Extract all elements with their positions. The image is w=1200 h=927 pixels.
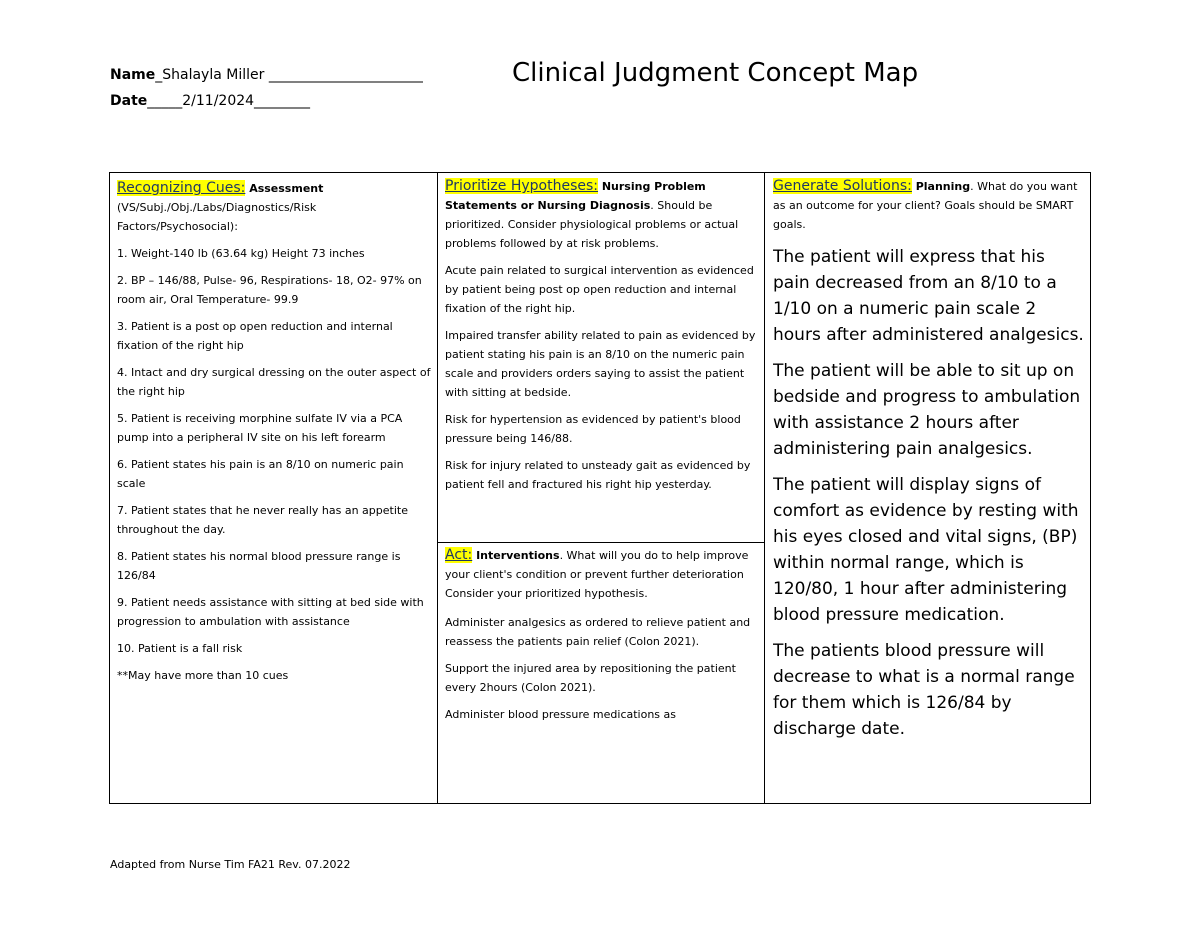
solution-goal: The patient will display signs of comfort as evidence by resting with his eyes closed and vital signs, (BP) within normal range, which is 120/80, 1 hour after administering blood pressure medication. — [773, 475, 1079, 625]
cue-item: 3. Patient is a post op open reduction and internal fixation of the right hip — [117, 320, 393, 352]
date-line — [110, 93, 310, 109]
hypotheses-instruction: . Should be prioritized. Consider physiological problems or actual problems followed by at risk problems. — [445, 199, 739, 250]
cue-item: 2. BP – 146/88, Pulse- 96, Respirations- 18, O2- 97% on room air, Oral Temperature- 99.9 — [117, 274, 422, 306]
concept-map-table — [109, 172, 1091, 804]
solutions-instruction: . What do you want as an outcome for your client? Goals should be SMART goals. — [773, 180, 1078, 231]
name-line — [110, 67, 423, 83]
cue-item: 6. Patient states his pain is an 8/10 on numeric pain scale — [117, 458, 404, 490]
solutions-heading-suffix: Planning — [911, 180, 971, 193]
page-title: Clinical Judgment Concept Map — [512, 58, 919, 88]
hypotheses-heading: Prioritize Hypotheses: — [445, 178, 599, 194]
date-value: _____2/11/2024________ — [147, 93, 311, 109]
footer-note: Adapted from Nurse Tim FA21 Rev. 07.2022 — [110, 858, 351, 871]
date-label: Date — [110, 93, 148, 109]
cue-item: 1. Weight-140 lb (63.64 kg) Height 73 inches — [117, 247, 365, 260]
cues-heading-suffix: Assessment — [245, 182, 324, 195]
act-list — [445, 613, 763, 724]
hypothesis-item: Risk for injury related to unsteady gait as evidenced by patient fell and fractured his right hip yesterday. — [445, 459, 751, 491]
hypotheses-list — [445, 261, 763, 494]
solutions-heading: Generate Solutions: — [773, 178, 912, 194]
cues-heading: Recognizing Cues: — [117, 180, 246, 196]
solution-goal: The patient will express that his pain decreased from an 8/10 to a 1/10 on a numeric pain scale 2 hours after administered analgesics. — [773, 247, 1084, 345]
solutions-list — [773, 244, 1085, 742]
hypothesis-item: Impaired transfer ability related to pain as evidenced by patient stating his pain is an 8/10 on the numeric pain scale and providers orders saying to assist the patient with sitting at bedside. — [445, 329, 756, 399]
hypotheses-heading-suffix: Nursing Problem Statements or Nursing Diagnosis — [445, 180, 706, 212]
recognizing-cues-cell — [117, 177, 433, 693]
name-label: Name — [110, 67, 156, 83]
cue-item: 7. Patient states that he never really has an appetite throughout the day. — [117, 504, 408, 536]
cue-item: 4. Intact and dry surgical dressing on the outer aspect of the right hip — [117, 366, 431, 398]
column-divider — [764, 173, 765, 803]
cue-item: 10. Patient is a fall risk — [117, 642, 243, 655]
cues-subheading: (VS/Subj./Obj./Labs/Diagnostics/Risk Factors/Psychosocial): — [117, 201, 317, 233]
act-interventions-cell — [445, 546, 763, 732]
act-instruction: . What will you do to help improve your client's condition or prevent further deterioration Consider your prioritized hypothesis. — [445, 549, 749, 600]
cues-list — [117, 244, 433, 685]
solution-goal: The patient will be able to sit up on bedside and progress to ambulation with assistance 2 hours after administering pain analgesics. — [773, 361, 1081, 459]
intervention-item: Support the injured area by repositioning the patient every 2hours (Colon 2021). — [445, 662, 736, 694]
hypothesis-item: Acute pain related to surgical intervention as evidenced by patient being post op open reduction and internal fixation of the right hip. — [445, 264, 754, 315]
column-divider — [437, 173, 438, 803]
generate-solutions-cell — [773, 177, 1085, 752]
cue-item: 8. Patient states his normal blood pressure range is 126/84 — [117, 550, 401, 582]
cue-item: **May have more than 10 cues — [117, 669, 289, 682]
cue-item: 9. Patient needs assistance with sitting at bed side with progression to ambulation with assistance — [117, 596, 424, 628]
hypothesis-item: Risk for hypertension as evidenced by patient's blood pressure being 146/88. — [445, 413, 741, 445]
intervention-item: Administer blood pressure medications as — [445, 708, 677, 721]
act-heading: Act: — [445, 547, 473, 563]
cue-item: 5. Patient is receiving morphine sulfate IV via a PCA pump into a peripheral IV site on his left forearm — [117, 412, 403, 444]
prioritize-hypotheses-cell — [445, 177, 763, 502]
row-divider — [437, 542, 765, 543]
name-value: _Shalayla Miller ______________________ — [155, 67, 423, 83]
intervention-item: Administer analgesics as ordered to relieve patient and reassess the patients pain relief (Colon 2021). — [445, 616, 751, 648]
act-heading-suffix: Interventions — [472, 549, 560, 562]
solution-goal: The patients blood pressure will decrease to what is a normal range for them which is 126/84 by discharge date. — [773, 641, 1075, 739]
